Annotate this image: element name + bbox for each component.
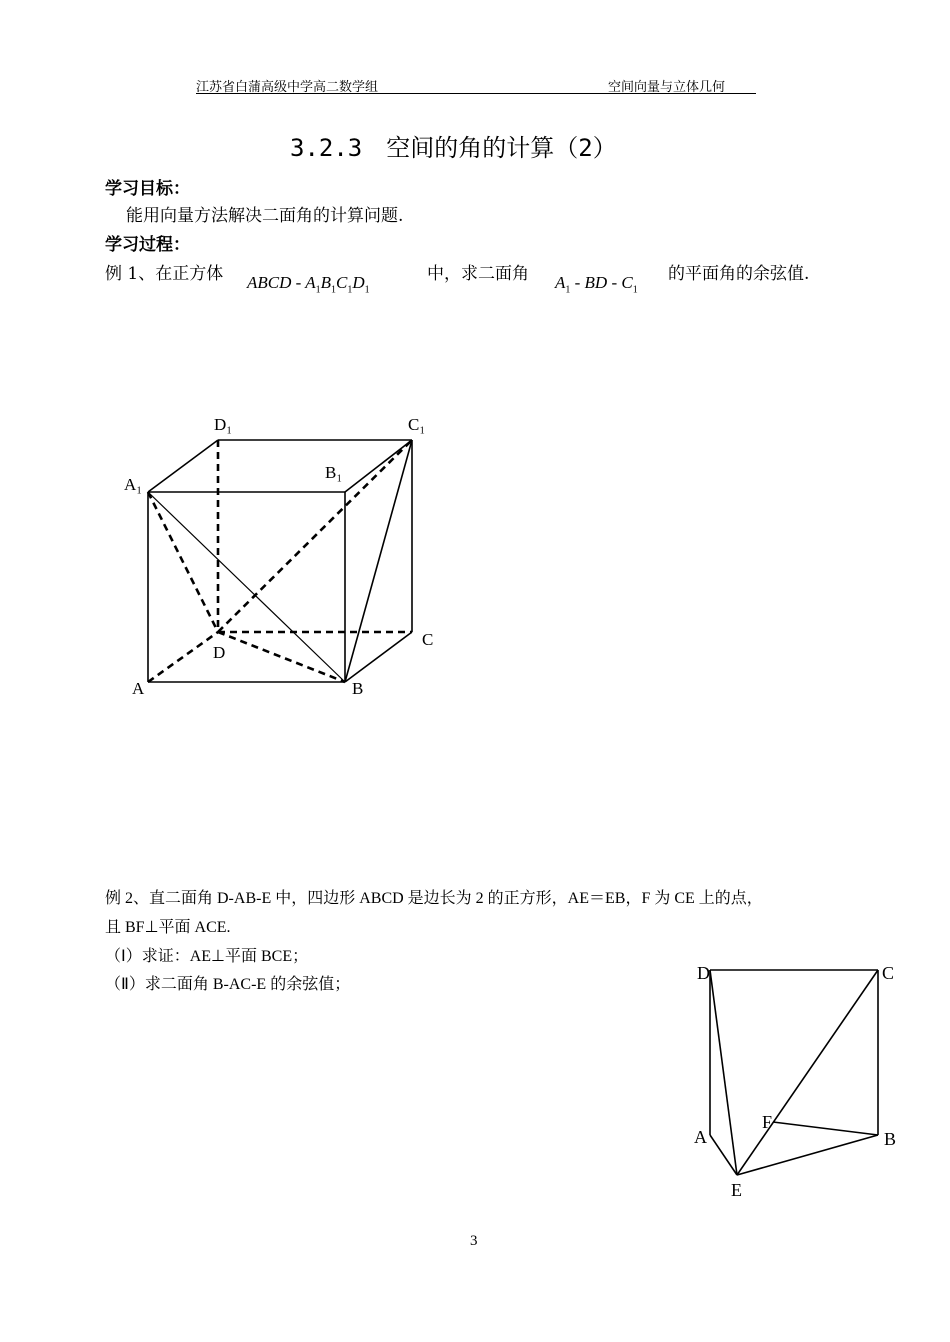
dihedral-figure — [685, 955, 910, 1205]
example2-q1: （Ⅰ）求证：AE⊥平面 BCE； — [105, 948, 309, 965]
process-heading: 学习过程： — [105, 235, 190, 255]
cube-figure — [115, 405, 455, 705]
label-f: F — [762, 1112, 773, 1132]
label-c: C — [422, 630, 434, 649]
page-number: 3 — [470, 1233, 478, 1249]
label-b: B — [352, 679, 364, 698]
label-a: A — [132, 679, 145, 698]
example2-line2: 且 BF⊥平面 ACE. — [105, 919, 231, 936]
edge-a1d1 — [148, 440, 218, 492]
edge-de — [710, 970, 737, 1175]
example1-suffix: 的平面角的余弦值. — [668, 264, 810, 284]
example1-mid: 中，求二面角 — [427, 264, 529, 284]
label-c: C — [882, 963, 895, 983]
diag-db — [218, 632, 345, 682]
label-c1: C₁ — [408, 415, 426, 434]
edge-eb — [737, 1135, 878, 1175]
edge-b1c1 — [345, 440, 412, 492]
goal-heading: 学习目标： — [105, 179, 190, 199]
diag-a1d — [148, 492, 218, 632]
label-e: E — [731, 1180, 742, 1200]
header-right: 空间向量与立体几何 — [608, 80, 726, 95]
goal-text: 能用向量方法解决二面角的计算问题. — [126, 206, 404, 226]
diag-a1b — [148, 492, 345, 682]
diag-dc1 — [218, 440, 412, 632]
edge-ad — [148, 632, 218, 682]
label-b1: B₁ — [325, 463, 343, 482]
diag-bc1 — [345, 440, 412, 682]
example1-cube-name: ABCD - $A_1B_1C_1D_1$ — [247, 273, 370, 296]
example1-prefix: 例 1、在正方体 — [105, 264, 224, 284]
example2-line1: 例 2、直二面角 D-AB-E 中，四边形 ABCD 是边长为 2 的正方形，AE＝EB，F 为 CE 上的点， — [105, 890, 763, 907]
example2-q2: （Ⅱ）求二面角 B-AC-E 的余弦值； — [105, 976, 351, 993]
label-d: D — [697, 963, 710, 983]
page-title: 3.2.3 空间的角的计算（2） — [290, 134, 617, 162]
edge-bc — [345, 632, 412, 682]
label-d: D — [213, 643, 226, 662]
edge-fb — [773, 1122, 878, 1135]
header-rule — [196, 93, 756, 94]
header-left: 江苏省白蒲高级中学高二数学组 — [196, 80, 379, 95]
label-b: B — [884, 1129, 897, 1149]
edge-ce — [737, 970, 878, 1175]
example1-dihedral: $A_1$ - BD - $C_1$ — [555, 273, 638, 296]
label-a1: A₁ — [124, 475, 143, 494]
label-a: A — [694, 1127, 707, 1147]
label-d1: D₁ — [214, 415, 233, 434]
